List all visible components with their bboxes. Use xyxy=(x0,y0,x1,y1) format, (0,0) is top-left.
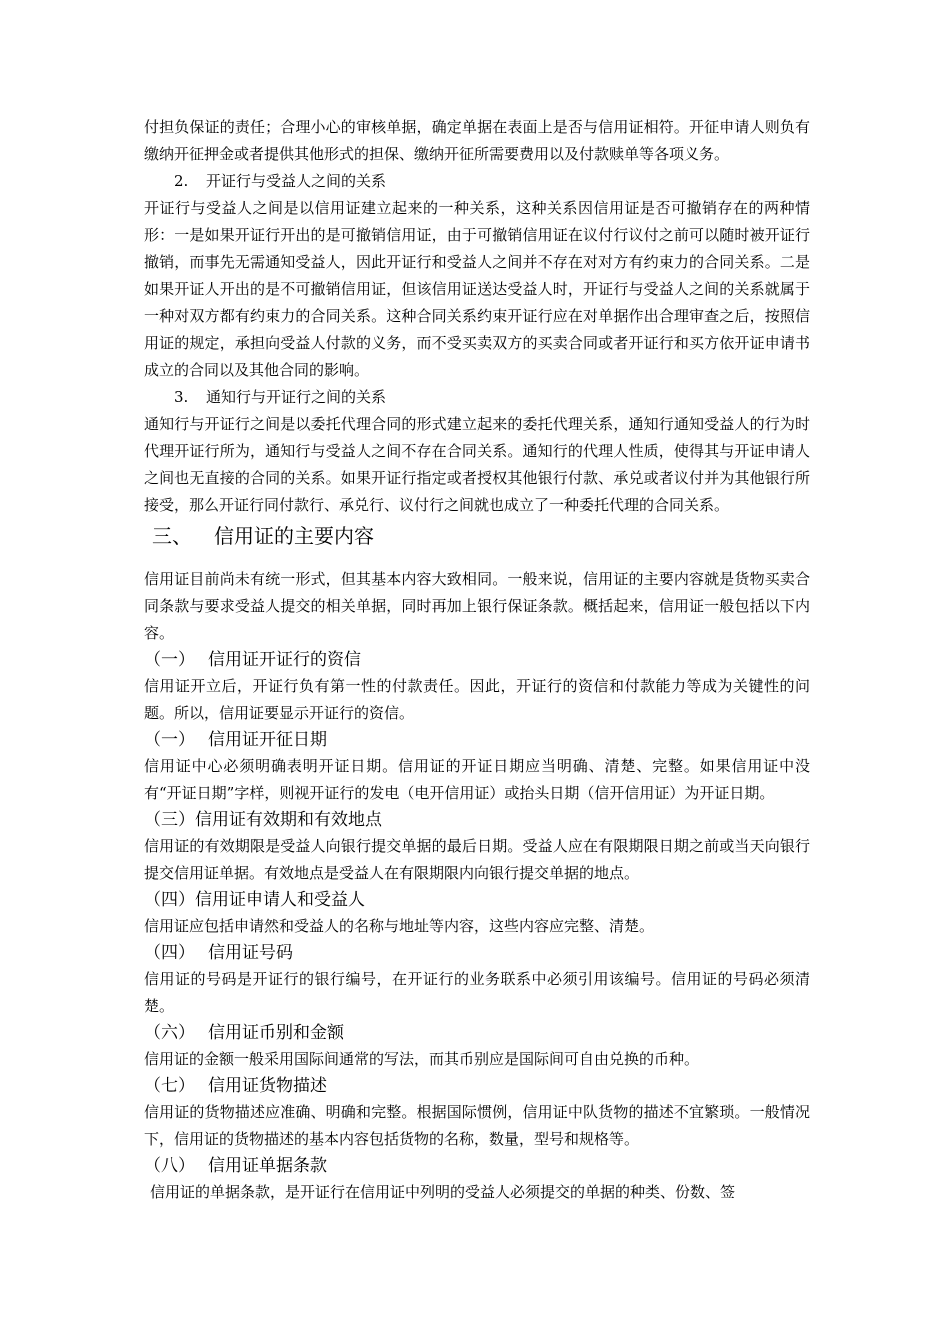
paragraph: 信用证目前尚未有统一形式，但其基本内容大致相同。一般来说，信用证的主要内容就是货物买卖合同条款与要求受益人提交的相关单据，同时再加上银行保证条款。概括起来，信用证一般包括以下内容。 xyxy=(144,570,810,642)
paragraph: 信用证应包括申请然和受益人的名称与地址等内容，这些内容应完整、清楚。 xyxy=(144,917,655,935)
paragraph: 信用证中心必须明确表明开证日期。信用证的开证日期应当明确、清楚、完整。如果信用证中没有“开证日期”字样，则视开证行的发电（电开信用证）或抬头日期（信开信用证）为开证日期。 xyxy=(144,757,810,802)
subheading xyxy=(144,727,810,753)
subheading-number: （四） xyxy=(144,890,195,910)
subheading-text: 信用证有效期和有效地点 xyxy=(195,810,382,830)
heading-number: 3. xyxy=(174,388,189,406)
subheading xyxy=(144,807,810,833)
subheading-number: （七） xyxy=(144,1076,195,1096)
subheading-number: （四） xyxy=(144,943,195,963)
paragraph: 通知行与开证行之间是以委托代理合同的形式建立起来的委托代理关系，通知行通知受益人的行为时代理开证行所为，通知行与受益人之间不存在合同关系。通知行的代理人性质，使得其与开证申请人之间也无直接的合同的关系。如果开证行指定或者授权其他银行付款、承兑或者议付并为其他银行所接受，那么开证行同付款行、承兑行、议付行之间就也成立了一种委托代理的合同关系。 xyxy=(144,415,810,514)
subheading-text: 信用证货物描述 xyxy=(208,1076,327,1096)
subheading-number: （一） xyxy=(144,730,195,750)
subheading-number: （六） xyxy=(144,1023,195,1043)
subheading xyxy=(144,1153,810,1179)
paragraph: 信用证的有效期限是受益人向银行提交单据的最后日期。受益人应在有限期限日期之前或当天向银行提交信用证单据。有效地点是受益人在有限期限内向银行提交单据的地点。 xyxy=(144,837,810,882)
subheading-text: 信用证申请人和受益人 xyxy=(195,890,365,910)
paragraph: 信用证的单据条款，是开证行在信用证中列明的受益人必须提交的单据的种类、份数、签 xyxy=(150,1183,736,1201)
numbered-heading xyxy=(144,168,810,195)
heading-number: 2. xyxy=(174,172,189,190)
subheading-text: 信用证号码 xyxy=(208,943,293,963)
subheading xyxy=(144,1073,810,1099)
section-title: 信用证的主要内容 xyxy=(214,524,374,548)
subheading-number: （三） xyxy=(144,810,195,830)
subheading-text: 信用证开证行的资信 xyxy=(208,650,361,670)
subheading-text: 信用证单据条款 xyxy=(208,1156,327,1176)
paragraph: 信用证开立后，开证行负有第一性的付款责任。因此，开证行的资信和付款能力等成为关键性的问题。所以，信用证要显示开证行的资信。 xyxy=(144,677,810,722)
paragraph: 信用证的号码是开证行的银行编号，在开证行的业务联系中必须引用该编号。信用证的号码必须清楚。 xyxy=(144,970,810,1015)
subheading xyxy=(144,887,810,913)
subheading-number: （一） xyxy=(144,650,195,670)
subheading xyxy=(144,1020,810,1046)
subheading-text: 信用证开征日期 xyxy=(208,730,327,750)
paragraph: 信用证的货物描述应准确、明确和完整。根据国际惯例，信用证中队货物的描述不宜繁琐。一般情况下，信用证的货物描述的基本内容包括货物的名称，数量，型号和规格等。 xyxy=(144,1103,810,1148)
subheading-number: （八） xyxy=(144,1156,195,1176)
section-number: 三、 xyxy=(152,524,192,548)
heading-text: 通知行与开证行之间的关系 xyxy=(206,388,387,406)
paragraph: 信用证的金额一般采用国际间通常的写法，而其币别应是国际间可自由兑换的币种。 xyxy=(144,1050,700,1068)
subheading xyxy=(144,940,810,966)
section-heading xyxy=(144,521,810,551)
paragraph: 付担负保证的责任；合理小心的审核单据，确定单据在表面上是否与信用证相符。开征申请人则负有缴纳开征押金或者提供其他形式的担保、缴纳开征所需要费用以及付款赎单等各项义务。 xyxy=(144,118,810,163)
document-page xyxy=(144,114,810,1206)
paragraph: 开证行与受益人之间是以信用证建立起来的一种关系，这种关系因信用证是否可撤销存在的两种情形：一是如果开证行开出的是可撤销信用证，由于可撤销信用证在议付行议付之前可以随时被开证行撤销，而事先无需通知受益人，因此开证行和受益人之间并不存在对对方有约束力的合同关系。二是如果开证人开出的是不可撤销信用证，但该信用证送达受益人时，开证行与受益人之间的关系就属于一种对双方都有约束力的合同关系。这种合同关系约束开证行应在对单据作出合理审查之后，按照信用证的规定，承担向受益人付款的义务，而不受买卖双方的买卖合同或者开证行和买方依开证申请书成立的合同以及其他合同的影响。 xyxy=(144,199,810,379)
subheading xyxy=(144,647,810,673)
numbered-heading xyxy=(144,384,810,411)
subheading-text: 信用证币别和金额 xyxy=(208,1023,344,1043)
heading-text: 开证行与受益人之间的关系 xyxy=(206,172,387,190)
